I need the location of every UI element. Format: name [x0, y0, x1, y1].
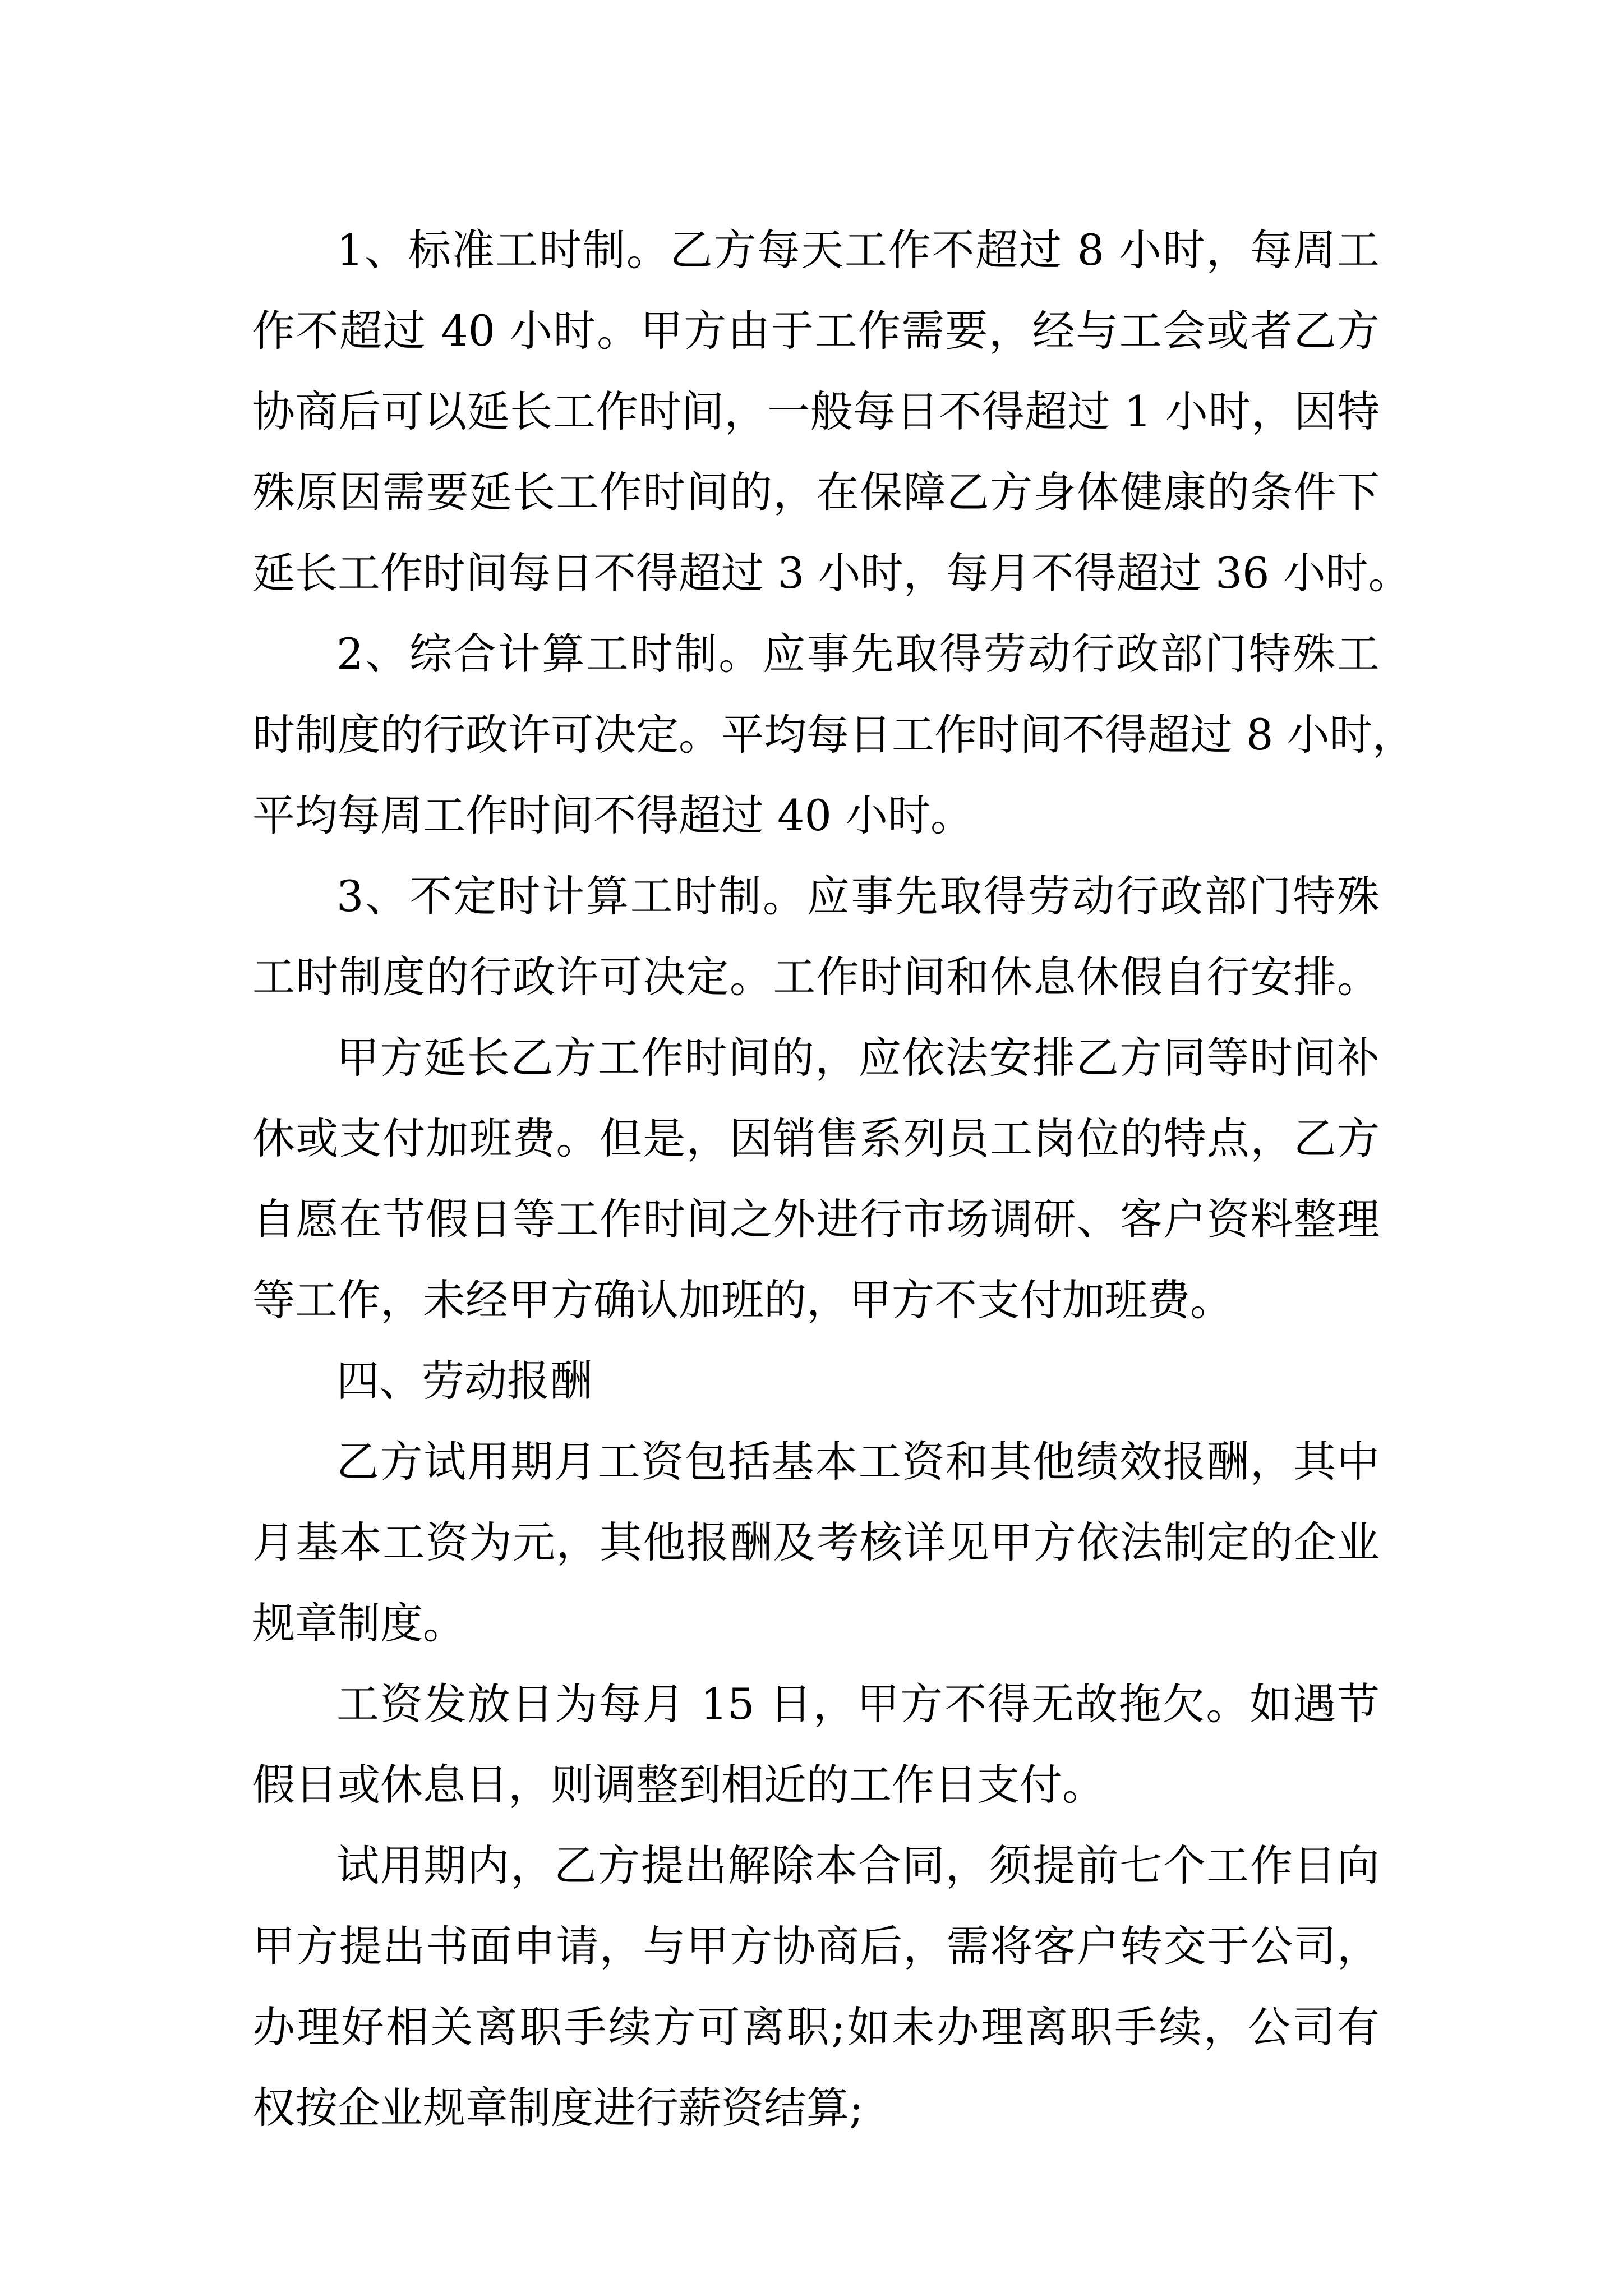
text-line: 2、综合计算工时制。应事先取得劳动行政部门特殊工	[336, 629, 1380, 679]
text-line: 权按企业规章制度进行薪资结算;	[252, 2083, 864, 2133]
section-heading: 四、劳动报酬	[336, 1356, 592, 1406]
text-line: 1、标准工时制。乙方每天工作不超过 8 小时，每周工	[336, 225, 1380, 275]
text-line: 工资发放日为每月 15 日，甲方不得无故拖欠。如遇节	[336, 1679, 1380, 1729]
text-line: 休或支付加班费。但是，因销售系列员工岗位的特点，乙方	[252, 1114, 1380, 1163]
text-line: 假日或休息日，则调整到相近的工作日支付。	[252, 1760, 1105, 1810]
text-line: 时制度的行政许可决定。平均每日工作时间不得超过 8 小时，	[252, 710, 1415, 760]
text-line: 作不超过 40 小时。甲方由于工作需要，经与工会或者乙方	[252, 306, 1380, 356]
text-line: 殊原因需要延长工作时间的，在保障乙方身体健康的条件下	[252, 467, 1380, 517]
text-line: 月基本工资为元，其他报酬及考核详见甲方依法制定的企业	[252, 1517, 1380, 1567]
text-line: 延长工作时间每日不得超过 3 小时，每月不得超过 36 小时。	[252, 548, 1411, 598]
text-line: 3、不定时计算工时制。应事先取得劳动行政部门特殊	[336, 871, 1380, 921]
text-line: 等工作，未经甲方确认加班的，甲方不支付加班费。	[252, 1275, 1233, 1325]
text-line: 试用期内，乙方提出解除本合同，须提前七个工作日向	[336, 1841, 1380, 1890]
text-line: 甲方提出书面申请，与甲方协商后，需将客户转交于公司，	[252, 1921, 1380, 1971]
text-line: 协商后可以延长工作时间，一般每日不得超过 1 小时，因特	[252, 386, 1380, 436]
text-line: 平均每周工作时间不得超过 40 小时。	[252, 790, 974, 840]
text-line: 甲方延长乙方工作时间的，应依法安排乙方同等时间补	[336, 1033, 1380, 1083]
text-line: 办理好相关离职手续方可离职;如未办理离职手续，公司有	[252, 2002, 1380, 2052]
text-line: 乙方试用期月工资包括基本工资和其他绩效报酬，其中	[336, 1437, 1380, 1487]
text-line: 工时制度的行政许可决定。工作时间和休息休假自行安排。	[252, 952, 1380, 1002]
text-line: 规章制度。	[252, 1598, 465, 1648]
text-line: 自愿在节假日等工作时间之外进行市场调研、客户资料整理	[252, 1194, 1380, 1244]
